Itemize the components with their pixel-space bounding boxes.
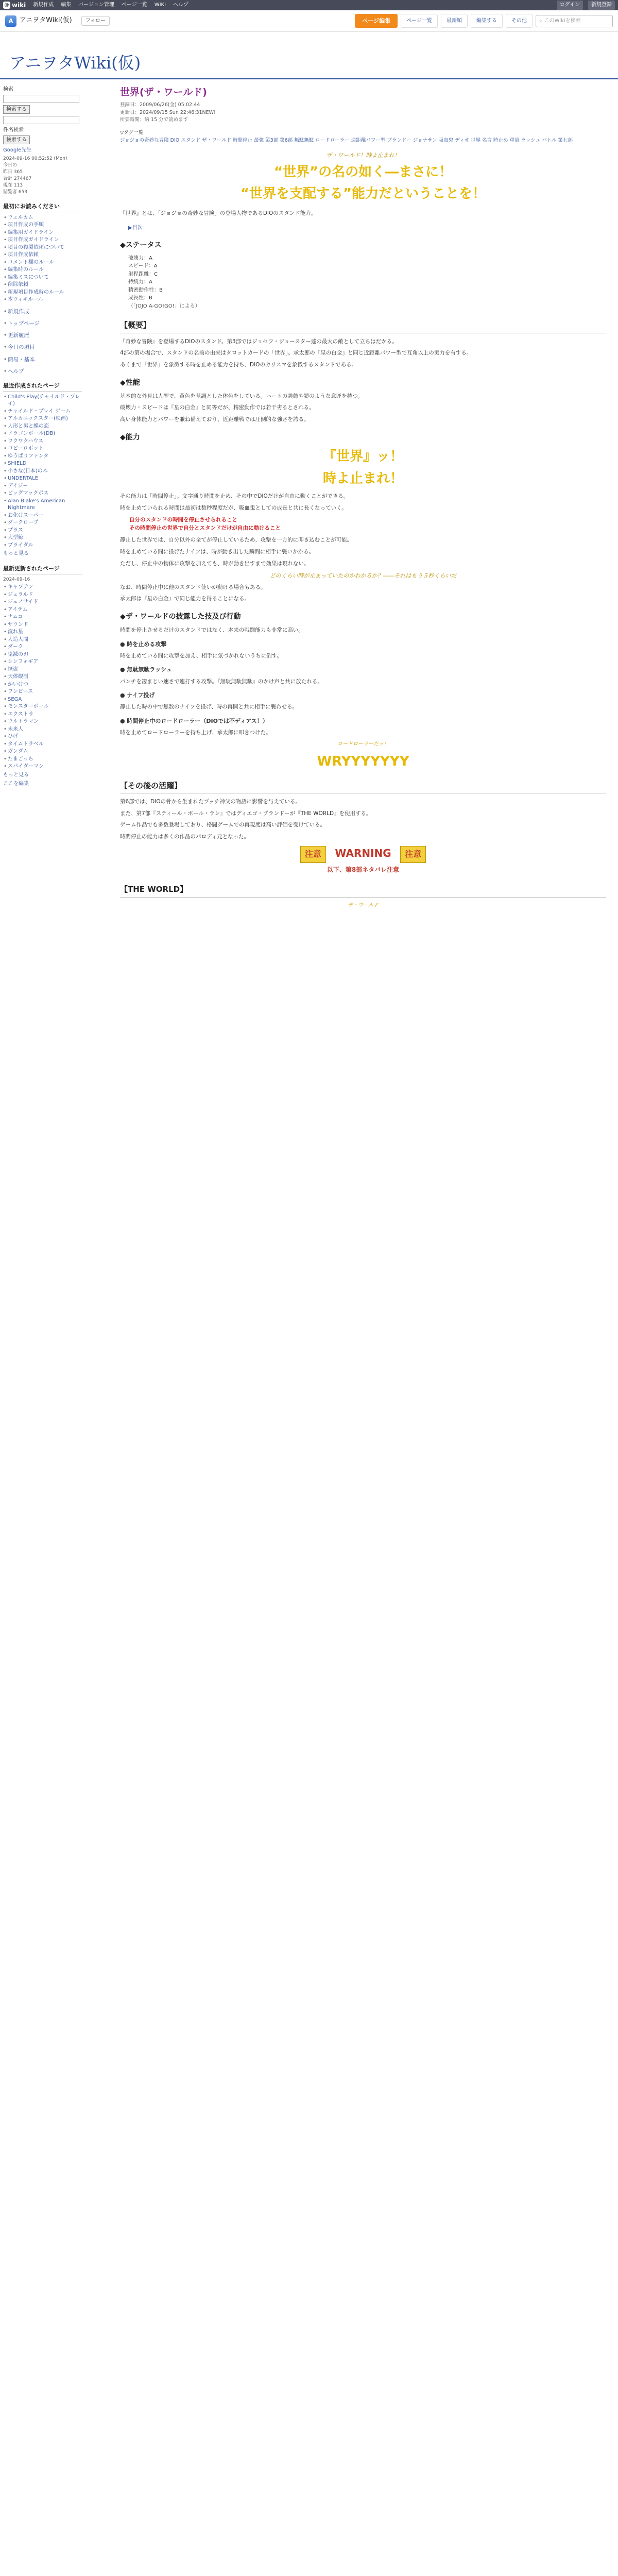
list-item[interactable]: • エクストラ <box>3 711 82 718</box>
list-item[interactable]: • ビッグマックボス <box>3 490 82 497</box>
the-world-subtitle: ザ・ワールド <box>348 902 379 908</box>
list-item[interactable]: • 項目作成の手順 <box>3 222 82 229</box>
access-counter: 2024-09-16 00:52:52 (Mon) 今日の 昨日 365 合計 274467 現在 113 閲覧者 653 <box>3 156 67 195</box>
list-item[interactable]: • 新規項目作成時のルール <box>3 289 82 296</box>
overview-paragraph: 『奇妙な冒険』を登場するDIOのスタンド。第3部ではジョセフ・ジョースター達の最大の敵として立ちはだかる。 <box>120 338 398 345</box>
list-item[interactable]: • 人形と男と蝶の恋 <box>3 423 82 430</box>
list-item[interactable]: • 未来人 <box>3 726 82 733</box>
list-item[interactable]: • キャプテン <box>3 584 82 591</box>
register-button[interactable]: 新規登録 <box>588 1 615 10</box>
ability-paragraph: 時を止めていられる時間は最初は数秒程度だが、吸血鬼としての成長と共に長くなっていく。 <box>120 504 347 511</box>
sidebar-subject-button[interactable]: 検索する <box>3 135 30 145</box>
tag-list-label[interactable]: ▽タグ一覧 <box>120 130 144 136</box>
the-world-heading: 【THE WORLD】 <box>120 884 606 897</box>
wiki-brand-icon: A <box>5 15 16 27</box>
later-paragraph: また、第7部『スティール・ボール・ラン』ではディエゴ・ブランドーが『THE WORLD』を使用する。 <box>120 810 372 817</box>
google-link[interactable]: Google先生 <box>3 147 32 153</box>
list-item[interactable]: • ウェルカム <box>3 214 82 222</box>
catchphrase-1: “世界”の名の如く―まさに！ <box>273 164 453 180</box>
warning-badge-right: 注意 <box>400 846 426 863</box>
list-item[interactable]: • 項目作成ガイドライン <box>3 236 82 244</box>
list-item[interactable]: • ウルトラマン <box>3 718 82 725</box>
list-item[interactable]: • ワクワクハウス <box>3 438 82 445</box>
site-title[interactable]: アニヲタWiki(仮) <box>9 53 141 73</box>
ability-quote: どのくらい時が止まっていたのかわかるか？――それはもう５秒くらいだ <box>269 572 457 579</box>
ability-paragraph: 承太郎は『星の白金』で同じ能力を得ることになる。 <box>120 596 250 602</box>
sidebar-edit-link[interactable]: ここを編集 <box>3 781 29 787</box>
overview-heading: 【概要】 <box>120 319 606 333</box>
intro-text: 『世界』とは、「ジョジョの奇妙な冒険」の登場人物であるDIOのスタンド能力。 <box>120 210 317 217</box>
list-item[interactable]: • 編集用ガイドライン <box>3 229 82 236</box>
warning-title: WARNING <box>335 847 391 860</box>
list-item[interactable]: • ダークロープ <box>3 519 82 527</box>
guide-list <box>3 214 82 303</box>
atwiki-logo[interactable]: @ wiki <box>3 1 26 10</box>
tech-body: 時を止めている間に攻撃を加え、相手に気づかれないうちに倒す。 <box>120 652 282 659</box>
warning-subtitle: 以下、第8部ネタバレ注意 <box>327 866 400 873</box>
roadroller-quote: ロードローラーだッ！ <box>337 741 389 748</box>
status-item: 成長性：B <box>128 295 152 301</box>
list-item[interactable]: • モンスターボール <box>3 703 82 710</box>
list-item[interactable]: • ブライダル <box>3 542 82 549</box>
ability-shout-1: 『世界』ッ！ <box>322 448 403 464</box>
wiki-header <box>0 10 618 32</box>
wiki-logo-icon: @ <box>3 2 10 9</box>
topbar-item-new[interactable]: 新規作成 <box>33 2 54 8</box>
ability-paragraph: 静止した世界では、自分以外の全てが停止しているため、攻撃を一方的に叩き込むことが可能。 <box>120 537 353 544</box>
sidebar-search-input[interactable] <box>3 95 79 103</box>
ability-heading: ◆能力 <box>120 433 140 442</box>
sidebar-subject-input[interactable] <box>3 116 79 124</box>
list-item[interactable]: • Child's Play(チャイルド・プレイ) <box>3 394 82 408</box>
menu-item-history[interactable]: • 更新履歴 <box>3 332 82 339</box>
list-item[interactable]: • ゆうばりファンタ <box>3 453 82 460</box>
list-item[interactable]: • 人造人間 <box>3 636 82 643</box>
ability-paragraph: なお、時間停止中に他のスタンド使いが動ける場合もある。 <box>120 584 266 590</box>
sidebar-subject-label: 件名検索 <box>3 127 24 133</box>
list-item[interactable]: • スパイダーマン <box>3 763 82 770</box>
list-item[interactable]: • ガンダム <box>3 748 82 755</box>
list-item[interactable]: • ワンピース <box>3 688 82 696</box>
tech-heading: ◆ザ・ワールドの披露した技及び行動 <box>120 613 241 621</box>
sidebar-head-new: 最新更新されたページ <box>3 564 82 574</box>
status-item: 精密動作性：B <box>128 287 163 293</box>
new-date: 2024-09-16 <box>3 577 30 582</box>
list-item[interactable]: • 天体観測 <box>3 673 82 681</box>
ability-point: その時間停止の世界で自分とスタンドだけが自由に動けること <box>129 525 281 532</box>
later-paragraph: ゲーム作品でも多数登場しており、格闘ゲームでの再現度は高い評価を受けている。 <box>120 822 325 828</box>
list-item[interactable]: • ドラゴンボール(DB) <box>3 430 82 437</box>
list-item[interactable]: • アイテム <box>3 606 82 614</box>
looks-paragraph: 高い身体能力とパワーを兼ね備えており、近距離戦では圧倒的な強さを誇る。 <box>120 416 310 423</box>
list-item[interactable]: • サウンド <box>3 621 82 629</box>
status-list <box>128 255 606 311</box>
tech-body: 静止した時の中で無数のナイフを投げ、時の再開と共に相手に襲わせる。 <box>120 704 298 710</box>
tech-title: ● ナイフ投げ <box>120 692 155 699</box>
topbar-item-pages[interactable]: ページ一覧 <box>121 2 147 8</box>
list-item[interactable]: • 編集時のルール <box>3 266 82 274</box>
login-button[interactable]: ログイン <box>557 1 583 10</box>
topbar-item-help[interactable]: ヘルプ <box>173 2 189 8</box>
sidebar-head-recent: 最近作成されたページ <box>3 381 82 392</box>
menu-list <box>3 308 82 375</box>
follow-button[interactable]: フォロー <box>81 16 110 26</box>
global-topbar <box>0 0 618 10</box>
status-item: 持続力：A <box>128 279 152 285</box>
search-icon: ⌕ <box>539 18 542 24</box>
menu-item-help[interactable]: • ヘルプ <box>3 368 82 375</box>
recent-list <box>3 394 82 549</box>
catchphrase-2: “世界を支配する”能力だということを！ <box>240 186 486 201</box>
list-item[interactable]: • ナムコ <box>3 614 82 621</box>
list-item[interactable]: • タイムトラベル <box>3 741 82 748</box>
status-item: スピード：A <box>128 263 158 269</box>
list-item[interactable]: • 項目の複製依頼について <box>3 244 82 251</box>
list-item[interactable]: • ダーク <box>3 643 82 651</box>
overview-paragraph: あくまで「世界」を象徴する時を止める能力を持ち、DIOのカリスマを象徴するスタンドである。 <box>120 362 357 368</box>
wiki-name: アニヲタWiki(仮) <box>20 16 72 25</box>
list-item[interactable]: • ジェノサイド <box>3 599 82 606</box>
list-item[interactable]: • 削除依頼 <box>3 281 82 289</box>
sidebar-search-button[interactable]: 検索する <box>3 105 30 114</box>
list-item[interactable]: • 編集ミスについて <box>3 274 82 281</box>
page-list-button[interactable]: ページ一覧 <box>401 14 438 28</box>
tech-title: ● 無駄無駄ラッシュ <box>120 666 172 673</box>
wry-shout: WRYYYYYYY <box>317 753 409 769</box>
list-item[interactable]: • 大型鯨 <box>3 534 82 541</box>
list-item[interactable]: • 怪盗 <box>3 666 82 673</box>
menu-item-today[interactable]: • 今日の項目 <box>3 344 82 351</box>
opening-quote: ザ・ワールド！時よ止まれ！ <box>326 151 400 159</box>
status-item: 破壊力：A <box>128 255 152 261</box>
list-item[interactable]: • Alan Blake's American Nightmare <box>3 498 82 512</box>
tech-body: 時を止めてロードローラーを持ち上げ、承太郎に叩きつけた。 <box>120 730 271 736</box>
list-item[interactable]: • 小さな(日本)の木 <box>3 468 82 475</box>
updated-date: 更新日：2024/09/15 Sun 22:46:31NEW! <box>120 109 216 115</box>
list-item[interactable]: • コピーロボット <box>3 445 82 452</box>
list-item[interactable]: • 流れ星 <box>3 629 82 636</box>
wiki-search-input[interactable]: ⌕ このWikiを検索 <box>536 15 613 27</box>
topbar-item-wiki[interactable]: WIKI <box>154 2 166 8</box>
tech-title: ● 時を止める攻撃 <box>120 640 167 648</box>
reading-time: 所要時間：約 15 分で読めます <box>120 116 188 123</box>
ability-paragraph: ただし、停止中の物体に攻撃を加えても、時が動き出すまで効果は現れない。 <box>120 560 310 567</box>
status-note: （「JOJO A-GO!GO!」による） <box>128 303 200 309</box>
list-item[interactable]: • お化けスーパー <box>3 512 82 519</box>
topbar-item-edit[interactable]: 編集 <box>61 2 72 8</box>
edit-action-button[interactable]: 編集する <box>471 14 503 28</box>
list-item[interactable]: • たまごっち <box>3 756 82 763</box>
tag-list <box>120 129 606 144</box>
list-item[interactable]: • コメント欄のルール <box>3 259 82 266</box>
recent-more-link[interactable]: もっと見る <box>3 551 29 557</box>
created-date: 登録日：2009/06/26(金) 05:02:44 <box>120 102 200 108</box>
site-title-banner <box>0 32 618 79</box>
list-item[interactable]: • 項目作成依頼 <box>3 251 82 259</box>
list-item[interactable]: • UNDERTALE <box>3 475 82 482</box>
new-list <box>3 584 82 770</box>
wiki-brand[interactable] <box>5 15 72 27</box>
sidebar <box>0 80 85 792</box>
toc-toggle[interactable]: ▶目次 <box>128 225 143 231</box>
menu-item-basic[interactable]: • 簡易・基本 <box>3 356 82 363</box>
looks-paragraph: 基本的な外見は人型で、黄色を基調とした体色をしている。ハートの装飾や鎧のような意匠を持つ。 <box>120 393 363 399</box>
ability-points <box>129 516 606 533</box>
list-item[interactable]: • SHIELD <box>3 460 82 467</box>
tech-body: パンチを凄まじい速さで連打する攻撃。『無駄無駄無駄』のかけ声と共に放たれる。 <box>120 678 323 685</box>
list-item[interactable]: • シンフォギア <box>3 658 82 666</box>
list-item[interactable]: • アルカニックスター(映画) <box>3 415 82 422</box>
list-item[interactable]: • チャイルド・プレイ ゲーム <box>3 408 82 415</box>
page-edit-button[interactable]: ページ編集 <box>355 14 398 28</box>
overview-paragraph: 4部の第の場合で、スタンドの名前の由来はタロットカードの「世界」。承太郎の『星の白金』と同じ近距離パワー型で互角以上の実力を有する。 <box>120 350 472 357</box>
list-item[interactable]: • かいけつ <box>3 681 82 688</box>
ability-shout-2: 時よ止まれ！ <box>322 470 403 486</box>
new-more-link[interactable]: もっと見る <box>3 772 29 778</box>
article <box>120 85 606 909</box>
latest-button[interactable]: 最新順 <box>441 14 468 28</box>
list-item[interactable]: • デイジー <box>3 483 82 490</box>
tag-links[interactable]: ジョジョの奇妙な冒険 DIO スタンド ザ・ワールド 時間停止 最強 第3部 第6部 無駄無駄 ロードローラー 遠距離パワー型 ブランドー ジョナサン 吸血鬼 ディオ 世界 名言 時止め 重量 ラッシュ バトル 第七部 <box>120 138 573 144</box>
tech-title: ● 時間停止中のロードローラー（DIOでは不ディアス！） <box>120 718 268 725</box>
more-button[interactable]: その他 <box>506 14 533 28</box>
warning-badge-left: 注意 <box>300 846 326 863</box>
list-item[interactable]: • ひげ <box>3 733 82 740</box>
page-title: 世界(ザ・ワールド) <box>120 87 207 98</box>
page-meta <box>120 101 606 124</box>
ability-paragraph: 時を止めている間に投げたナイフは、時が動き出した瞬間に相手に襲いかかる。 <box>120 548 314 555</box>
sidebar-head-guide: 最初にお読みください <box>3 202 82 212</box>
sidebar-search-label: 検索 <box>3 87 13 92</box>
status-item: 射程距離：C <box>128 271 158 277</box>
topbar-item-version[interactable]: バージョン管理 <box>78 2 114 8</box>
ability-paragraph: その能力は「時間停止」。文字通り時間を止め、その中でDIOだけが自由に動くことができる。 <box>120 493 349 499</box>
later-paragraph: 第6部では、DIOの骨から生まれたプッチ神父の物語に影響を与えている。 <box>120 798 301 805</box>
menu-item-new[interactable]: • 新規作成 <box>3 308 82 315</box>
warning-box <box>120 845 606 874</box>
list-item[interactable]: • プラス <box>3 527 82 534</box>
list-item[interactable]: • 鬼滅の刃 <box>3 651 82 658</box>
list-item[interactable]: • SEGA <box>3 696 82 703</box>
menu-item-top[interactable]: • トップページ <box>3 320 82 327</box>
tech-intro: 時間を停止させるだけのスタンドではなく、本来の戦闘能力も非常に高い。 <box>120 626 304 633</box>
list-item[interactable]: • 本ウィキルール <box>3 296 82 303</box>
list-item[interactable]: • ジェラルド <box>3 591 82 599</box>
later-paragraph: 時間停止の能力は多くの作品のパロディ元となった。 <box>120 834 250 840</box>
status-heading: ◆ステータス <box>120 241 162 250</box>
looks-heading: ◆性能 <box>120 378 140 387</box>
ability-point: 自分のスタンドの時間を停止させられること <box>129 516 237 523</box>
later-heading: 【その後の活躍】 <box>120 780 606 793</box>
looks-paragraph: 破壊力・スピードは『星の白金』と同等だが、精密動作では若干劣るとされる。 <box>120 404 315 411</box>
